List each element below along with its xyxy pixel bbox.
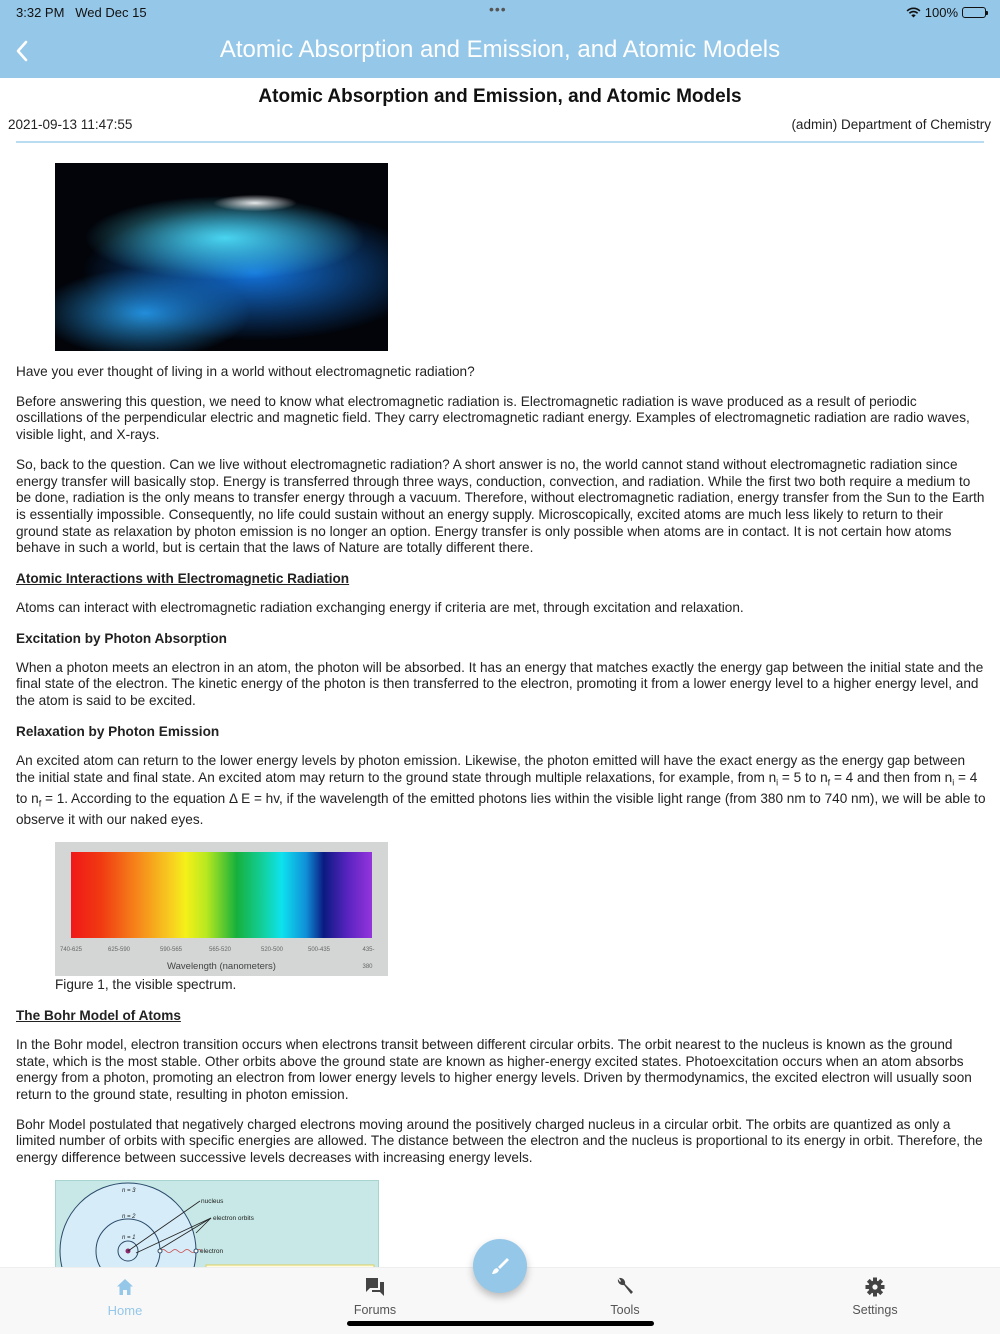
paragraph-excitation: When a photon meets an electron in an atom, the photon will be absorbed. It has an energy that matches exactly the energy gap between the initial state and the final state of the electron. The kinetic energy of the photon is then transferred to the electron, promoting it from a lower energy level to a higher energy level, and the atom is said to be excited. — [16, 659, 984, 709]
spectrum-gradient — [71, 852, 372, 938]
heading-atomic-interactions: Atomic Interactions with Electromagnetic Radiation — [16, 571, 350, 587]
wifi-icon — [906, 7, 921, 18]
paragraph-interactions: Atoms can interact with electromagnetic radiation exchanging energy if criteria are met, through excitation and relaxation. — [16, 600, 744, 616]
tick-label: 435-380 — [362, 947, 375, 970]
divider — [16, 141, 984, 143]
figure-caption: Figure 1, the visible spectrum. — [55, 977, 237, 993]
paragraph-bohr-1: In the Bohr model, electron transition occurs when electrons transit between different circular orbits. The orbit nearest to the nucleus is known as the ground state, which is the most stable. Other orbits above the ground state are known as higher-energy excited states. Photoexcitation occurs when an atom absorbs energy from a photon, promoting an electron from lower energy levels to higher energy levels. Driven by thermodynamics, the excited electron will usually soon return to the ground state, resulting in photon emission. — [16, 1036, 972, 1102]
status-time: 3:32 PM Wed Dec 15 — [16, 5, 147, 20]
label-electron: electron — [200, 1247, 224, 1255]
tick-label: 500-435 — [307, 947, 331, 954]
paragraph-bohr-2: Bohr Model postulated that negatively charged electrons moving around the positively charged nucleus in a circular orbit. The orbits are quantized as only a limited number of orbits with specific energies are allowed. The distance between the electron and the nucleus is proportional to its energy in orbit. Therefore, the energy difference between successive levels decreases with increasing energy levels. — [16, 1116, 983, 1166]
gear-icon — [865, 1277, 885, 1297]
label-electron-orbits: electron orbits — [213, 1214, 254, 1222]
label-n1: n = 1 — [122, 1234, 136, 1241]
tab-forums[interactable] — [315, 1276, 435, 1317]
top-bar — [0, 0, 1000, 78]
compose-fab[interactable] — [473, 1239, 527, 1293]
home-indicator — [347, 1321, 654, 1326]
article-title: Atomic Absorption and Emission, and Atomic Models — [258, 86, 742, 107]
tick-label: 565-520 — [208, 947, 232, 954]
article-author: (admin) Department of Chemistry — [791, 117, 991, 132]
status-right — [906, 5, 986, 20]
forums-icon — [365, 1277, 385, 1297]
tab-label: Tools — [610, 1303, 640, 1317]
battery-icon — [962, 7, 986, 18]
spectrum-axis-label: Wavelength (nanometers) — [167, 961, 276, 973]
wrench-icon — [615, 1277, 635, 1297]
brush-icon — [489, 1255, 511, 1277]
tick-label: 740-625 — [59, 947, 83, 954]
article-date: 2021-09-13 11:47:55 — [8, 117, 133, 132]
tab-label: Home — [107, 1303, 143, 1318]
tick-label: 520-500 — [260, 947, 284, 954]
tab-tools[interactable] — [565, 1276, 685, 1317]
visible-spectrum-figure — [55, 842, 388, 976]
article-content — [16, 163, 986, 1300]
heading-excitation: Excitation by Photon Absorption — [16, 630, 227, 646]
tab-label: Forums — [353, 1303, 397, 1317]
paragraph-world-without-radiation: So, back to the question. Can we live without electromagnetic radiation? A short answer is no, the world cannot stand without electromagnetic radiation since energy transfer will basically stop. Energy is transferred through three ways, conduction, convection, and radiation. While the first two both require a medium to be done, radiation is the only means to transfer energy through a vacuum. Therefore, without electromagnetic radiation, energy transfer from the Sun to the Earth is essentially impossible. Consequently, no life could sustain without an energy supply. Microscopically, excited atoms are much less likely to return to their ground state as relaxation by photon emission is no longer an option. Energy transfer is only possible when atoms are in contact. It is not certain how atoms behave in such a world, but is certain that the laws of Nature are totally different there. — [16, 456, 985, 556]
tab-home[interactable] — [65, 1276, 185, 1318]
tab-settings[interactable] — [815, 1276, 935, 1317]
label-n3: n = 3 — [122, 1187, 136, 1194]
paragraph-em-definition: Before answering this question, we need to know what electromagnetic radiation is. Electromagnetic radiation is wave produced as a result of periodic oscillations of the perpendicular electric and magnetic field. They carry electromagnetic radiant energy. Examples of electromagnetic radiation are radio waves, visible light, and X-rays. — [16, 393, 970, 443]
multitask-dots[interactable]: ••• — [489, 1, 507, 17]
intro-question: Have you ever thought of living in a world without electromagnetic radiation? — [16, 364, 475, 379]
label-nucleus: nucleus — [201, 1197, 224, 1205]
status-bar — [0, 1, 1000, 22]
nav-bar — [0, 28, 1000, 74]
paragraph-relaxation: An excited atom can return to the lower energy levels by photon emission. Likewise, the photon emitted will have the exact energy as the energy gap between the initial state and final state. An excited atom may return to the ground state through multiple relaxations, for example, from $n_i = 5$ to $n_f = 4$ and then from $n_i = 4$ to $n_f = 1$. According to the equation Δ E = hv, if the wavelength of the emitted photons lies within the visible light range (from 380 nm to 740 nm), we will be able to observe it with our naked eyes. — [16, 752, 986, 828]
battery-percent: 100% — [924, 5, 958, 20]
tab-label: Settings — [852, 1303, 898, 1317]
label-n2: n = 2 — [122, 1213, 136, 1220]
tick-label: 590-565 — [159, 947, 183, 954]
galaxy-image — [55, 163, 388, 351]
tick-label: 625-590 — [107, 947, 131, 954]
heading-relaxation: Relaxation by Photon Emission — [16, 723, 220, 739]
home-icon — [116, 1278, 134, 1296]
nav-title: Atomic Absorption and Emission, and Atomic Models — [219, 36, 781, 63]
heading-bohr-model: The Bohr Model of Atoms — [16, 1007, 181, 1023]
